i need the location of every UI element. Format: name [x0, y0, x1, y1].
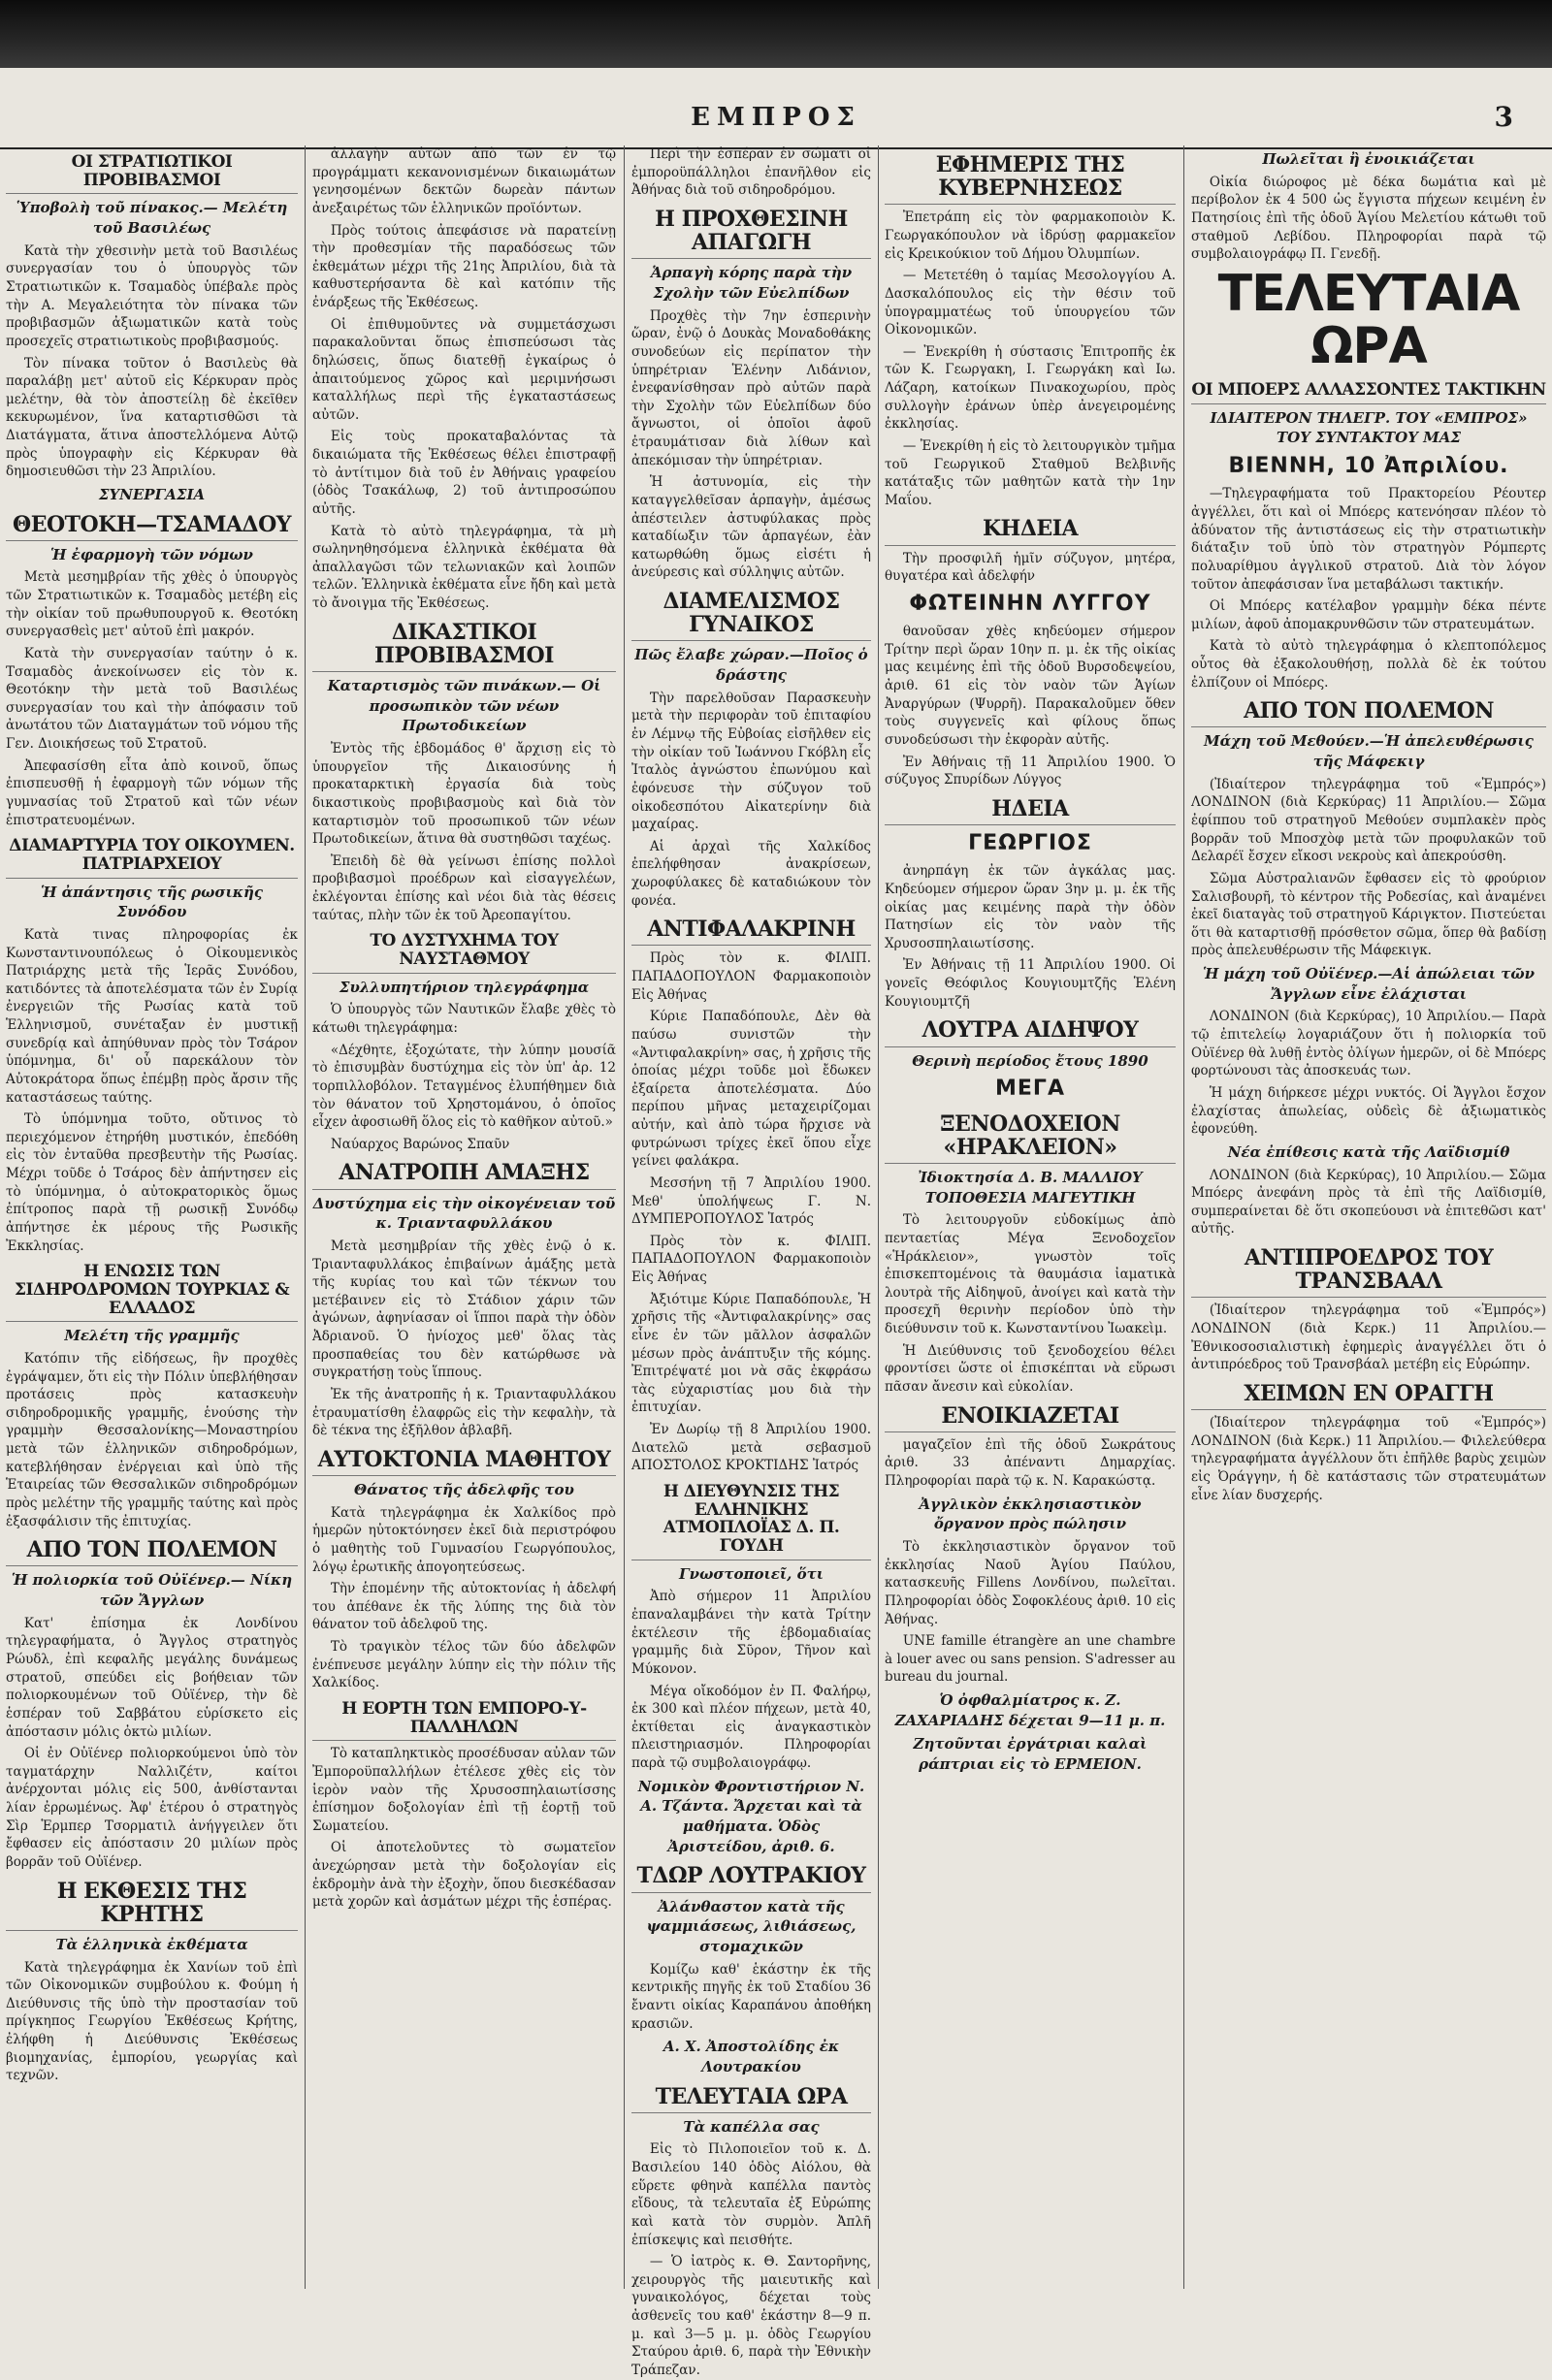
- article-paragraph: Τὸ καταπληκτικὸς προσέδυσαν αὐλαν τῶν Ἐμποροϋπαλλήλων ἐτέλεσε χθὲς εἰς τὸν ἱερὸν ναὸν τῆς Χρυσοσπηλαιωτίσσης ἐπίσημον δοξολογίαν ἐπὶ τῇ ἑορτῇ τοῦ Σωματείου.: [312, 1746, 616, 1834]
- article-paragraph: Τὴν ἑπομένην τῆς αὐτοκτονίας ἡ ἀδελφή του ἀπέθανε ἐκ τῆς λύπης της διὰ τὸν θάνατον τοῦ ἀδελφοῦ της.: [312, 1581, 616, 1633]
- article-paragraph: Ἡ μάχη διήρκεσε μέχρι νυκτός. Οἱ Ἄγγλοι ἔσχον ἐλαχίστας ἀπωλείας, οὐδεὶς δὲ ἀξιωματικὸς ἐφονεύθη.: [1191, 1084, 1546, 1138]
- article-subheading: Θερινὴ περίοδος ἔτους 1890: [912, 1051, 1148, 1070]
- article-paragraph: Οἱ ἀποτελοῦντες τὸ σωματεῖον ἀνεχώρησαν μετὰ τὴν δοξολογίαν εἰς ἐκδρομὴν ἀνὰ τὴν ἐξοχὴν, ὅπου διεσκέδασαν μετὰ χορῶν καὶ ἀσμάτων μέχρι τῆς ἑσπέρας.: [312, 1840, 616, 1911]
- article-paragraph: Κομίζω καθ' ἑκάστην ἐκ τῆς κεντρικῆς πηγῆς ἐκ τοῦ Σταδίου 36 ἔναντι οἰκίας Καραπάνου ἀποθήκη κρασιῶν.: [631, 1961, 871, 2032]
- article-headline: ΟΙ ΜΠΟΕΡΣ ΑΛΛΑΣΣΟΝΤΕΣ ΤΑΚΤΙΚΗΝ: [1191, 381, 1546, 404]
- article-subheading: Ἁρπαγὴ κόρης παρὰ τὴν Σχολὴν τῶν Εὐελπίδων: [650, 264, 853, 302]
- article-paragraph: — Ἐνεκρίθη ἡ εἰς τὸ λειτουργικὸν τμῆμα τοῦ Γεωργικοῦ Σταθμοῦ Βελβινῆς κατάταξις τῶν μαθητῶν κατὰ τὴν 1ην Μαΐου.: [885, 437, 1176, 508]
- article-headline: ΤΔΩΡ ΛΟΥΤΡΑΚΙΟΥ: [631, 1864, 871, 1892]
- article-paragraph: Τὸ λειτουργοῦν εὐδοκίμως ἀπὸ πενταετίας Μέγα Ξενοδοχεῖον «Ἡράκλειον», γνωστὸν τοῖς ἐπισκεπτομένοις τὰ θαυμάσια ἰαματικὰ λουτρὰ τῆς Αἰδηψοῦ, ἀνοίγει καὶ κατὰ τὴν προσεχῆ θερινὴν περίοδον ὑπὸ τὴν διεύθυνσιν τοῦ κ. Κωνσταντίνου Ἰωακεὶμ.: [885, 1212, 1176, 1337]
- article-headline: ΑΠΟ ΤΟΝ ΠΟΛΕΜΟΝ: [6, 1538, 298, 1566]
- article-headline: ΑΝΤΙΠΡΟΕΔΡΟΣ ΤΟΥ ΤΡΑΝΣΒΑΑΛ: [1191, 1246, 1546, 1298]
- article-paragraph: Τὴν παρελθοῦσαν Παρασκευὴν μετὰ τὴν περιφορὰν τοῦ ἐπιταφίου ἐν Λέμνῳ τῆς Εὐβοίας εἰσῆλθεν εἰς τὴν οἰκίαν τοῦ Ἰωάννου Γκόβλη εἷς Ἰταλὸς ἀγνώστου ἐπωνύμου καὶ ἐφόνευσε τὴν σύζυγον τοῦ οἰκοδεσπότου Αἰκατερίνην διὰ μαχαίρας.: [631, 690, 871, 833]
- article-paragraph: μαγαζεῖον ἐπὶ τῆς ὁδοῦ Σωκράτους ἀριθ. 33 ἀπέναντι Δημαρχίας. Πληροφορίαι παρὰ τῷ κ. Ν. Καρακώστᾳ.: [885, 1436, 1176, 1490]
- article-headline: ΕΦΗΜΕΡΙΣ ΤΗΣ ΚΥΒΕΡΝΗΣΕΩΣ: [885, 153, 1176, 205]
- article-paragraph: Εἰς τὸ Πιλοποιεῖον τοῦ κ. Δ. Βασιλείου 140 ὁδὸς Αἰόλου, θὰ εὕρετε φθηνὰ καπέλλα παντὸς εἴδους, τὰ τελευταῖα ἐξ Εὐρώπης καὶ κατὰ τὸν συρμὸν. Ἀπλῆ ἐπίσκεψις καὶ πεισθήτε.: [631, 2141, 871, 2248]
- article-paragraph: Τὴν προσφιλῆ ἡμῖν σύζυγον, μητέρα, θυγατέρα καὶ ἀδελφήν: [885, 550, 1176, 585]
- article-paragraph: (Ἰδιαίτερον τηλεγράφημα τοῦ «Ἐμπρός») ΛΟΝΔΙΝΟΝ (διὰ Κερκ.) 11 Ἀπριλίου.— Ἐθνικοσοσιαλιστικὴ ἐφημερὶς ἀναγγέλλει ὅτι ὁ ἀντιπρόεδρος τοῦ Τρανσβάαλ μετέβη εἰς Εὐρώπην.: [1191, 1303, 1546, 1373]
- article-paragraph: Κατόπιν τῆς εἰδήσεως, ἣν προχθὲς ἐγράψαμεν, ὅτι εἰς τὴν Πόλιν ὑπεβλήθησαν προτάσεις πρὸς κατασκευὴν σιδηροδρομικῆς γραμμῆς, ἑνούσης τὴν γραμμὴν Θεσσαλονίκης—Μοναστηρίου μετὰ τῶν ἑλληνικῶν σιδηροδρόμων, κατεβλήθησαν ἐνέργειαι καὶ ὑπὸ τῆς Ἑταιρείας τῶν Θεσσαλικῶν σιδηροδρόμων πρὸς μελέτην τῆς γραμμῆς ταύτης καὶ πρὸς ἐξασφάλισιν τῆς ἐπιτυχίας.: [6, 1350, 298, 1529]
- article-headline: ΤΟ ΔΥΣΤΥΧΗΜΑ ΤΟΥ ΝΑΥΣΤΑΘΜΟΥ: [312, 932, 616, 973]
- article-subheading: Πῶς ἔλαβε χώραν.—Ποῖος ὁ δράστης: [634, 646, 868, 685]
- article-subheading: Μελέτη τῆς γραμμῆς: [64, 1327, 240, 1345]
- article-paragraph: Εἰς τοὺς προκαταβαλόντας τὰ δικαιώματα τῆς Ἐκθέσεως θέλει ἐπιστραφῇ τὸ ἀντίτιμον διὰ τοῦ ἐν Ἀθήναις γραφείου (ὁδὸς Τσακάλωφ, 2) τοῦ ἀντιπροσώπου αὐτῆς.: [312, 429, 616, 517]
- article-paragraph: — Ἐνεκρίθη ἡ σύστασις Ἐπιτροπῆς ἐκ τῶν Κ. Γεωργακη, Ι. Γεωργάκη καὶ Ιω. Λάζαρη, κατοίκων Πινακοχωρίου, πρὸς συλλογὴν ἐράνων ὑπὲρ ἀνεγειρομένης ἐκκλησίας.: [885, 343, 1176, 433]
- article-paragraph: Πρὸς τὸν κ. ΦΙΛΙΠ. ΠΑΠΑΔΟΠΟΥΛΟΝ Φαρμακοποιὸν Εἰς Ἀθήνας: [631, 1233, 871, 1286]
- article-paragraph: Κατὰ τινας πληροφορίας ἐκ Κωνσταντινουπόλεως ὁ Οἰκουμενικὸς Πατριάρχης μετὰ τῆς Ἱερᾶς Συνόδου, κατιδόντες τὰ ἀποτελέσματα τῶν ἐν Συρίᾳ ἐνεργειῶν τῆς Ρωσίας κατὰ τοῦ Ἑλληνισμοῦ, συνέταξαν ἐν μυστικῇ συνεδρίᾳ καὶ ἀπηύθυναν πρὸς τὸν Τσάρον ὑπόμνημα, δι' οὗ παρεκάλουν τὸν Αὐτοκράτορα ὅπως ἐπέμβῃ πρὸς ἄρσιν τῆς καταστάσεως ταύτης.: [6, 926, 298, 1106]
- article-headline: ΑΝΤΙΦΑΛΑΚΡΙΝΗ: [631, 917, 871, 946]
- article-headline: ΚΗΔΕΙΑ: [885, 517, 1176, 545]
- article-paragraph: Ἐντὸς τῆς ἑβδομάδος θ' ἄρχισῃ εἰς τὸ ὑπουργεῖον τῆς Δικαιοσύνης ἡ προκαταρκτικὴ ἐργασία διὰ τοὺς δικαστικοὺς προβιβασμοὺς καὶ διὰ τὸν καταρτισμὸν τοῦ προσωπικοῦ τῶν νέων Πρωτοδικείων, ἅτινα θὰ συστηθῶσι ταχέως.: [312, 741, 616, 848]
- column-rule: [305, 145, 306, 2289]
- article-paragraph: ΛΟΝΔΙΝΟΝ (διὰ Κερκύρας), 10 Ἀπριλίου.— Παρὰ τῷ ἐπιτελείῳ λογαριάζουν ὅτι ἡ πολιορκία τοῦ Οὐϊένερ θὰ λυθῇ ἐντὸς ὀλίγων ἡμερῶν, οἱ δὲ Μπόερς φορτώνουσι τὰς ἀποσκευάς των.: [1191, 1009, 1546, 1079]
- article-subheading: Θάνατος τῆς ἀδελφῆς του: [354, 1481, 574, 1498]
- article-headline: ΗΔΕΙΑ: [885, 797, 1176, 825]
- article-headline: ΑΝΑΤΡΟΠΗ ΑΜΑΞΗΣ: [312, 1161, 616, 1189]
- display-line: ΒΙΕΝΝΗ, 10 Ἀπριλίου.: [1228, 454, 1509, 479]
- article-paragraph: Ἀξιότιμε Κύριε Παπαδόπουλε, Ἡ χρῆσις τῆς «Ἀντιφαλακρίνης» σας εἶνε ἐν τῶν μᾶλλον ἀσφαλῶν μέσων πρὸς ἀνάπτυξιν τῆς κόμης. Ἐπιτρέψατέ μοι νὰ σᾶς ἐκφράσω τὰς εὐχαριστίας μου διὰ τὴν ἐπιτυχίαν.: [631, 1291, 871, 1416]
- article-subheading: Νομικὸν Φροντιστήριον Ν. Α. Τζάντα. Ἄρχεται καὶ τὰ μαθήματα. Ὁδὸς Ἀριστείδου, ἀριθ. 6.: [637, 1777, 865, 1855]
- column-1: [6, 145, 298, 2289]
- article-paragraph: Ἀπὸ σήμερον 11 Ἀπριλίου ἐπαναλαμβάνει τὴν κατὰ Τρίτην ἐκτέλεσιν τῆς ἑβδομαδιαίας γραμμῆς διὰ Σῦρον, Τῆνον καὶ Μύκονον.: [631, 1589, 871, 1677]
- article-subheading: Συλλυπητήριον τηλεγράφημα: [339, 978, 590, 996]
- article-subheading: Ἀλάνθαστον κατὰ τῆς ψαμμιάσεως, λιθιάσεως, στομαχικῶν: [646, 1897, 857, 1955]
- article-paragraph: ΛΟΝΔΙΝΟΝ (διὰ Κερκύρας), 10 Ἀπριλίου.— Σῶμα Μπόερς ἀνεφάνη πρὸς τὰ ἐπὶ τῆς Λαϊδισμίθ, συμπεραίνεται δὲ ὅτι σκοπεύουσι νὰ ἐπιτεθῶσι κατ' αὐτῆς.: [1191, 1167, 1546, 1238]
- article-subheading: Νέα ἐπίθεσις κατὰ τῆς Λαϊδισμίθ: [1227, 1142, 1510, 1161]
- article-paragraph: Τὸ τραγικὸν τέλος τῶν δύο ἀδελφῶν ἐνέπνευσε μεγάλην λύπην εἰς τὴν πόλιν τῆς Χαλκίδος.: [312, 1639, 616, 1691]
- article-paragraph: Ἐν Ἀθήναις τῇ 11 Ἀπριλίου 1900. Οἱ γονεῖς Θεόφιλος Κουγιουμτζῆς Ἑλένη Κουγιουμτζῆ: [885, 957, 1176, 1010]
- article-paragraph: Μετὰ μεσημβρίαν τῆς χθὲς ἐνῷ ὁ κ. Τριανταφυλλάκος ἐπιβαίνων ἁμάξης μετὰ τῆς κυρίας του καὶ τῶν τέκνων του μετέβαινεν εἰς τὸ Στάδιον χάριν τῶν ἀγώνων, ἀφηνίασαν οἱ ἵπποι παρὰ τὴν ὁδὸν Ἀδριανοῦ. Ὁ ἡνίοχος μεθ' ὅλας τὰς προσπαθείας του δὲν κατώρθωσε νὰ συγκρατήσῃ τοὺς ἵππους.: [312, 1238, 616, 1381]
- article-headline: ΤΕΛΕΥΤΑΙΑ ΩΡΑ: [631, 2085, 871, 2113]
- article-paragraph: Ἀπεφασίσθη εἶτα ἀπὸ κοινοῦ, ὅπως ἐπισπευσθῇ ἡ ἐφαρμογὴ τῶν νόμων τῆς γυμνασίας τοῦ Στρατοῦ καὶ τῶν νέων ἐπιστρατευομένων.: [6, 757, 298, 828]
- article-subheading: ΣΥΝΕΡΓΑΣΙΑ: [98, 485, 206, 503]
- article-paragraph: Ὁ ὑπουργὸς τῶν Ναυτικῶν ἔλαβε χθὲς τὸ κάτωθι τηλεγράφημα:: [312, 1002, 616, 1036]
- article-paragraph: Κατ' ἐπίσημα ἐκ Λονδίνου τηλεγραφήματα, ὁ Ἄγγλος στρατηγὸς Ρώυδλ, ἐπὶ κεφαλῆς μεγάλης δυνάμεως στρατοῦ, σπεύδει εἰς βοήθειαν τῶν πολιορκουμένων τοῦ Οὐϊένερ, τὴν δὲ ἑσπέραν τοῦ Σαββάτου εὑρίσκετο εἰς ἀπόστασιν μόλις ὀκτὼ μιλίων.: [6, 1615, 298, 1740]
- article-paragraph: Πρὸς τούτοις ἀπεφάσισε νὰ παρατείνῃ τὴν προθεσμίαν τῆς παραδόσεως τῶν ἐκθεμάτων μέχρι τῆς 21ης Ἀπριλίου, διὰ τὰ καθυστερήσαντα δὲ καὶ κατόπιν τῆς ἐνάρξεως τῆς Ἐκθέσεως.: [312, 222, 616, 310]
- article-subheading: Ἡ πολιορκία τοῦ Οὐϊένερ.— Νίκη τῶν Ἄγγλων: [11, 1571, 293, 1610]
- column-rule: [624, 145, 625, 2289]
- article-headline: ΑΠΟ ΤΟΝ ΠΟΛΕΜΟΝ: [1191, 699, 1546, 727]
- article-headline: Η ΕΟΡΤΗ ΤΩΝ ΕΜΠΟΡΟ-Υ-ΠΑΛΛΗΛΩΝ: [312, 1700, 616, 1741]
- article-headline: ΘΕΟΤΟΚΗ—ΤΣΑΜΑΔΟΥ: [6, 513, 298, 541]
- article-paragraph: Ἡ Διεύθυνσις τοῦ ξενοδοχείου θέλει φροντίσει ὥστε οἱ ἐπισκέπται νὰ εὕρωσι πᾶσαν ἄνεσιν καὶ εὐκολίαν.: [885, 1342, 1176, 1395]
- article-paragraph: Τὸ ὑπόμνημα τοῦτο, οὔτινος τὸ περιεχόμενον ἐτηρήθη μυστικόν, ἐπεδόθη εἰς τὸν ἐνταῦθα πρεσβευτὴν τῆς Ρωσίας. Μέχρι τοῦδε ὁ Τσάρος δὲν ἀπήντησεν εἰς τὸ ὑπόμνημα, ὁ αὐτοκρατορικὸς ὅμως ἐπίτροπος παρὰ τῇ ρωσικῇ Συνόδῳ ἀπήντησε ἐκ μέρους τῆς Ρωσικῆς Ἐκκλησίας.: [6, 1111, 298, 1254]
- article-headline: Η ΕΝΩΣΙΣ ΤΩΝ ΣΙΔΗΡΟΔΡΟΜΩΝ ΤΟΥΡΚΙΑΣ & ΕΛΛΑΔΟΣ: [6, 1263, 298, 1322]
- article-subheading: Ἡ μάχη τοῦ Οὐϊένερ.—Αἱ ἀπώλειαι τῶν Ἄγγλων εἶνε ἐλάχισται: [1202, 965, 1536, 1003]
- article-subheading: Καταρτισμὸς τῶν πινάκων.— Οἱ προσωπικὸν τῶν νέων Πρωτοδικείων: [327, 677, 601, 735]
- article-paragraph: Μεσσήνη τῇ 7 Ἀπριλίου 1900. Μεθ' ὑπολήψεως Γ. Ν. ΔΥΜΠΕΡΟΠΟΥΛΟΣ Ἰατρός: [631, 1174, 871, 1228]
- scan-dark-border: [0, 0, 1552, 68]
- column-4: [885, 145, 1176, 2289]
- article-paragraph: Ναύαρχος Βαρώνος Σπαῦν: [330, 1136, 510, 1152]
- article-subheading: Τὰ καπέλλα σας: [683, 2117, 820, 2136]
- article-paragraph: Ἡ ἀστυνομία, εἰς τὴν καταγγελθεῖσαν ἁρπαγὴν, ἀμέσως ἀπέστειλεν ἀστυφύλακας πρὸς καταδίωξιν τῶν ἁρπαγέων, ἐὰν κατωρθώθη ὅμως εἰσέτι ἡ ἀνεύρεσις καὶ σύλληψις αὐτῶν.: [631, 474, 871, 581]
- article-headline: ΔΙΚΑΣΤΙΚΟΙ ΠΡΟΒΙΒΑΣΜΟΙ: [312, 621, 616, 672]
- column-rule: [1183, 145, 1184, 2289]
- article-headline: Η ΕΚΘΕΣΙΣ ΤΗΣ ΚΡΗΤΗΣ: [6, 1880, 298, 1931]
- article-headline: ΞΕΝΟΔΟΧΕΙΟΝ «ΗΡΑΚΛΕΙΟΝ»: [885, 1112, 1176, 1164]
- article-paragraph: Κύριε Παπαδόπουλε, Δὲν θὰ παύσω συνιστῶν τὴν «Ἀντιφαλακρίνη» σας, ἡ χρῆσις τῆς ὁποίας μέχρι τοῦδε μοὶ ἔδωκεν ἐξαίρετα ἀποτελέσματα. Δύο περίπου μῆνας μεταχειρίζομαι αὐτήν, καὶ ἀπὸ τώρα ἤρχισε νὰ φυτρώνωσι τρίχες ἐκεῖ ὅπου εἶχε γείνει φαλάκρα.: [631, 1009, 871, 1170]
- article-paragraph: Προχθὲς τὴν 7ην ἑσπερινὴν ὥραν, ἐνῷ ὁ Δουκὰς Μοναδοθάκης συνοδεύων εἰς περίπατον τὴν ὑπηρέτριαν Ἑλένην Λιδάνιον, ἐνεφανίσθησαν πρὸ αὐτῶν παρὰ τὴν Σχολὴν τῶν Εὐελπίδων δύο ἄγνωστοι, οἱ ὁποῖοι ἀφοῦ ἐτραυμάτισαν διὰ λίθων καὶ ἀπεκόμισαν τὴν ὑπηρέτριαν.: [631, 307, 871, 468]
- column-5: [1191, 145, 1546, 2289]
- section-banner: ΤΕΛΕΥΤΑΙΑ ΩΡΑ: [1217, 264, 1520, 376]
- article-subheading: Ἀγγλικὸν ἐκκλησιαστικὸν ὄργανον πρὸς πώλησιν: [919, 1495, 1142, 1533]
- article-subheading: Ἡ ἀπάντησις τῆς ρωσικῆς Συνόδου: [41, 883, 263, 921]
- article-paragraph: Κατὰ τὸ αὐτὸ τηλεγράφημα, τὰ μὴ σωληνηθησόμενα ἑλληνικὰ ἐκθέματα θὰ ἀπαλλαγῶσι τῶν τελωνιακῶν καὶ λοιπῶν τελῶν. Ἑλληνικὰ ἐκθέματα εἶνε ἤδη καὶ μετὰ τὸ ἄνοιγμα τῆς Ἐκθέσεως.: [312, 523, 616, 611]
- article-paragraph: Ἐν Δωρίῳ τῇ 8 Ἀπριλίου 1900. Διατελῶ μετὰ σεβασμοῦ ΑΠΟΣΤΟΛΟΣ ΚΡΟΚΤΙΔΗΣ Ἰατρός: [631, 1422, 871, 1474]
- article-paragraph: Κατὰ τηλεγράφημα ἐκ Χαλκίδος πρὸ ἡμερῶν ηὐτοκτόνησεν ἐκεῖ διὰ περιστρόφου ὁ μαθητὴς τοῦ Γυμνασίου Γεωργόπουλος, λόγῳ ἐρωτικῆς ἀπογοητεύσεως.: [312, 1504, 616, 1575]
- article-headline: ΧΕΙΜΩΝ ΕΝ ΟΡΑΓΓΗ: [1191, 1382, 1546, 1410]
- article-paragraph: Μέγα οἴκοδόμον ἐν Π. Φαλήρῳ, ἐκ 300 καὶ πλέον πήχεων, μετὰ 40, ἐκτίθεται εἰς ἀναγκαστικὸν πλειστηριασμόν. Πληροφορίαι παρὰ τῷ συμβολαιογράφῳ.: [631, 1683, 871, 1771]
- article-subheading: Ἰδιοκτησία Δ. Β. ΜΑΛΛΙΟΥ ΤΟΠΟΘΕΣΙΑ ΜΑΓΕΥΤΙΚΗ: [918, 1168, 1143, 1206]
- article-paragraph: Ἐν Ἀθήναις τῇ 11 Ἀπριλίου 1900. Ὁ σύζυγος Σπυρίδων Λύγγος: [885, 754, 1176, 788]
- article-subheading: Α. Χ. Ἀποστολίδης ἐκ Λουτρακίου: [663, 2038, 840, 2075]
- article-paragraph: Κατὰ τὴν συνεργασίαν ταύτην ὁ κ. Τσαμαδὸς ἀνεκοίνωσεν εἰς τὸν κ. Θεοτόκην τὴν μετὰ τοῦ Βασιλέως συνεργασίαν του καὶ τὴν ἀπόφασιν τοῦ ἀνωτάτου τῶν Διαταγμάτων τοῦ νόμου τῆς Γεν. Διοικήσεως τοῦ Στρατοῦ.: [6, 645, 298, 753]
- article-paragraph: Ἐπετράπη εἰς τὸν φαρμακοποιὸν Κ. Γεωργακόπουλον νὰ ἱδρύσῃ φαρμακεῖον εἰς Κρεικούκιον τοῦ Δήμου Ὀλυμπίων.: [885, 209, 1176, 262]
- article-subheading: Ὁ ὀφθαλμίατρος κ. Ζ. ΖΑΧΑΡΙΑΔΗΣ δέχεται 9—11 μ. π.: [894, 1691, 1166, 1729]
- article-subheading: Μάχη τοῦ Μεθούεν.—Ἡ ἀπελευθέρωσις τῆς Μάφεκιγ: [1204, 732, 1534, 771]
- article-paragraph: —Τηλεγραφήματα τοῦ Πρακτορείου Ρέουτερ ἀγγέλλει, ὅτι καὶ οἱ Μπόερς κατενόησαν πλέον τὸ ἀδύνατον τῆς ἀντιστάσεως εἰς τὴν στρατιωτικὴν διάταξιν τοῦ ὑπὸ τὸν στρατηγὸν Ρόμπερτς πολυαρίθμου ἀγγλικοῦ στρατοῦ. Διὰ τὸν λόγον τοῦτον ἀπεφάσισαν ἵνα μεταβάλωσι τακτικήν.: [1191, 486, 1546, 593]
- article-paragraph: Κατὰ τηλεγράφημα ἐκ Χανίων τοῦ ἐπὶ τῶν Οἰκονομικῶν συμβούλου κ. Φούμη ἡ Διεύθυνσις τῆς ὑπὸ τὴν προστασίαν τοῦ πρίγκηπος Γεωργίου Ἐκθέσεως Κρήτης, ἐλήφθη ἡ Διεύθυνσις Ἐκθέσεως βιομηχανίας, ἐμπορίου, γεωργίας καὶ τεχνῶν.: [6, 1959, 298, 2084]
- display-line: ΦΩΤΕΙΝΗΝ ΛΥΓΓΟΥ: [909, 591, 1151, 616]
- article-paragraph: Μετὰ μεσημβρίαν τῆς χθὲς ὁ ὑπουργὸς τῶν Στρατιωτικῶν κ. Τσαμαδὸς μετέβη εἰς τὴν οἰκίαν τοῦ πρωθυπουργοῦ κ. Θεοτόκη συνεργασθεὶς μετ' αὐτοῦ ἐπὶ μακρόν.: [6, 569, 298, 640]
- article-paragraph: Αἱ ἀρχαὶ τῆς Χαλκίδος ἐπελήφθησαν ἀνακρίσεων, χωροφύλακες δὲ καταδιώκουν τὸν φονέα.: [631, 838, 871, 909]
- article-paragraph: Οἱ ἐν Οὐϊένερ πολιορκούμενοι ὑπὸ τὸν ταγματάρχην Ναλλιζέτν, καίτοι ἀνέρχονται μόλις εἰς 500, ἀνθίστανται λίαν ἐρρωμένως. Ἀφ' ἑτέρου ὁ στρατηγὸς Σὶρ Ἑρμπερ Τσορματιλ ἀνήγγειλεν ὅτι ἔφθασεν εἰς ἀπόστασιν 20 μιλίων πρὸς βορρᾶν τοῦ Οὐϊένερ.: [6, 1746, 298, 1870]
- column-2: [312, 145, 616, 2289]
- article-subheading: Τὰ ἑλληνικὰ ἐκθέματα: [55, 1935, 248, 1953]
- article-paragraph: Τὸν πίνακα τοῦτον ὁ Βασιλεὺς θὰ παραλάβῃ μετ' αὐτοῦ εἰς Κέρκυραν πρὸς μελέτην, θὰ τὸν ἀποστείλῃ δὲ ἐκεῖθεν κεκυρωμένον, ἵνα καταρτισθῶσι τὰ Διατάγματα, ἅτινα ἀποστελλόμενα Αὐτῷ πρὸς ὑπογραφὴν εἰς Κέρκυραν θὰ δημοσιευθῶσι τὴν 23 Ἀπριλίου.: [6, 355, 298, 480]
- article-subheading: Ὑποβολὴ τοῦ πίνακος.— Μελέτη τοῦ Βασιλέως: [16, 199, 288, 238]
- article-headline: ΕΝΟΙΚΙΑΖΕΤΑΙ: [885, 1404, 1176, 1432]
- article-paragraph: UNE famille étrangère an une chambre à louer avec ou sans pension. S'adresser au bureau du journal.: [885, 1633, 1176, 1686]
- article-paragraph: (Ἰδιαίτερον τηλεγράφημα τοῦ «Ἐμπρός») ΛΟΝΔΙΝΟΝ (διὰ Κερκύρας) 11 Ἀπριλίου.— Σῶμα ἐφίππου τοῦ στρατηγοῦ Μεθούεν συμπλακὲν πρὸς βορρᾶν τοῦ Μποσχὸφ μετὰ τῶν προφυλακῶν τοῦ Δελαρέϊ ἔσχεν εἴκοσι νεκροὺς καὶ ἀπεκρούσθη.: [1191, 776, 1546, 865]
- article-headline: ΔΙΑΜΑΡΤΥΡΙΑ ΤΟΥ ΟΙΚΟΥΜΕΝ. ΠΑΤΡΙΑΡΧΕΙΟΥ: [6, 837, 298, 878]
- article-paragraph: — Ὁ ἰατρὸς κ. Θ. Σαντορῆνης, χειρουργὸς τῆς μαιευτικῆς καὶ γυναικολόγος, δέχεται τοὺς ἀσθενεῖς του καθ' ἑκάστην 8—9 π. μ. καὶ 3—5 μ. μ. ὁδὸς Γεωργίου Σταύρου ἀριθ. 6, παρὰ τὴν Ἐθνικὴν Τράπεζαν.: [631, 2254, 871, 2378]
- article-headline: ΑΥΤΟΚΤΟΝΙΑ ΜΑΘΗΤΟΥ: [312, 1448, 616, 1476]
- article-paragraph: ἀνηρπάγη ἐκ τῶν ἀγκάλας μας. Κηδεύομεν σήμερον ὥραν 3ην μ. μ. ἐκ τῆς οἰκίας μας κειμένης παρὰ τὴν ὁδὸν Πατησίων εἰς τὸν ναὸν τῆς Χρυσοσπηλαιωτίσσης.: [885, 863, 1176, 951]
- article-paragraph: Σῶμα Αὐστραλιανῶν ἔφθασεν εἰς τὸ φρούριον Σαλισβουρῆ, τὸ κέντρον τῆς Ροδεσίας, καὶ ἀναμένει ἐκεῖ διαταγὰς τοῦ στρατηγοῦ Κάριγκτον. Πιστεύεται ὅτι θὰ καταρτισθῇ πρόσθετον σῶμα, ὅπερ θὰ βαδίσῃ πρὸς ἀπελευθέρωσιν τῆς Μάφεκιγκ.: [1191, 870, 1546, 959]
- article-subheading: Γνωστοποιεῖ, ὅτι: [679, 1564, 824, 1583]
- article-subheading: ΙΔΙΑΙΤΕΡΟΝ ΤΗΛΕΓΡ. ΤΟΥ «ΕΜΠΡΟΣ» ΤΟΥ ΣΥΝΤΑΚΤΟΥ ΜΑΣ: [1210, 408, 1528, 447]
- article-headline: ΛΟΥΤΡΑ ΑΙΔΗΨΟΥ: [885, 1018, 1176, 1046]
- article-subheading: Ζητοῦνται ἐργάτριαι καλαὶ ράπτριαι εἰς τὸ ΕΡΜΕΙΟΝ.: [913, 1735, 1148, 1774]
- article-subheading: Δυστύχημα εἰς τὴν οἰκογένειαν τοῦ κ. Τριανταφυλλάκου: [312, 1194, 616, 1233]
- article-paragraph: Οἱ ἐπιθυμοῦντες νὰ συμμετάσχωσι παρακαλοῦνται ὅπως ἐπισπεύσωσι τὰς δηλώσεις, ὅπως διατεθῇ ἐγκαίρως ὁ ἀπαιτούμενος χῶρος καὶ μεριμνήσωσι καταλλήλως περὶ τῆς ἐγκαταστάσεως αὐτῶν.: [312, 316, 616, 423]
- column-rule: [878, 145, 879, 2289]
- article-paragraph: Ἐκ τῆς ἀνατροπῆς ἡ κ. Τριανταφυλλάκου ἐτραυματίσθη ἐλαφρῶς εἰς τὴν κεφαλὴν, τὰ δὲ τέκνα της ἐξῆλθον ἀβλαβῆ.: [312, 1386, 616, 1439]
- display-line: ΜΕΓΑ: [995, 1077, 1065, 1102]
- newspaper-title: ΕΜΠΡΟΣ: [691, 103, 861, 132]
- article-headline: ΔΙΑΜΕΛΙΣΜΟΣ ΓΥΝΑΙΚΟΣ: [631, 590, 871, 641]
- article-paragraph: «Δέχθητε, ἐξοχώτατε, τὴν λύπην μουσίᾶ τὸ ἐπισυμβὰν δυστύχημα εἰς τὸν ὑπ' ἀρ. 12 τορπιλλοβόλον. Τεταγμένος ἐλυπήθημεν διὰ τὸν θάνατον τοῦ Χρηστομάνου, ὁ ὁποῖος εἶχεν ἀφοσιωθῆ ὅλος εἰς τὸ καθῆκον αὐτοῦ.»: [312, 1042, 616, 1131]
- article-subheading: Ἡ ἐφαρμογὴ τῶν νόμων: [50, 545, 253, 563]
- article-headline: Η ΠΡΟΧΘΕΣΙΝΗ ΑΠΑΓΩΓΗ: [631, 208, 871, 259]
- article-paragraph: (Ἰδιαίτερον τηλεγράφημα τοῦ «Ἐμπρός») ΛΟΝΔΙΝΟΝ (διὰ Κερκ.) 11 Ἀπριλίου.— Φιλελεύθερα τηλεγραφήματα ἀγγέλλουν ὅτι ἐπῆλθε βαρὺς χειμὼν εἰς Ὀράγγην, ἡ δὲ κατάστασις τῶν στρατευμάτων εἶνε λίαν δυσχερής.: [1191, 1415, 1546, 1503]
- article-paragraph: Τὸ ἐκκλησιαστικὸν ὄργανον τοῦ ἐκκλησίας Ναοῦ Ἁγίου Παύλου, κατασκευῆς Fillens Λονδίνου, πωλεῖται. Πληροφορίαι ὁδὸς Σοφοκλέους ἀριθ. 10 εἰς Ἀθήνας.: [885, 1539, 1176, 1627]
- article-headline: Η ΔΙΕΥΘΥΝΣΙΣ ΤΗΣ ΕΛΛΗΝΙΚΗΣ ΑΤΜΟΠΛΟΪΑΣ Δ. Π. ΓΟΥΔΗ: [631, 1483, 871, 1560]
- display-line: ΓΕΩΡΓΙΟΣ: [968, 830, 1092, 855]
- article-paragraph: Πρὸς τὸν κ. ΦΙΛΙΠ. ΠΑΠΑΔΟΠΟΥΛΟΝ Φαρμακοποιὸν Εἰς Ἀθήνας: [631, 950, 871, 1003]
- article-paragraph: Κατὰ τὴν χθεσινὴν μετὰ τοῦ Βασιλέως συνεργασίαν του ὁ ὑπουργὸς τῶν Στρατιωτικῶν κ. Τσαμαδὸς ὑπέβαλε πρὸς τὴν Α. Μεγαλειότητα τὸν πίνακα τῶν προβιβασμῶν ἀξιωματικῶν κατὰ τοὺς προσεχεῖς στρατιωτικοὺς προβιβασμούς.: [6, 242, 298, 349]
- article-paragraph: Περὶ τὴν ἑσπέραν ἐν σώματι οἱ ἐμποροϋπάλληλοι ἐπανῆλθον εἰς Ἀθήνας διὰ τοῦ σιδηροδρόμου.: [631, 146, 871, 199]
- column-3: [631, 145, 871, 2378]
- article-paragraph: Οἰκία διώροφος μὲ δέκα δωμάτια καὶ μὲ περίβολον ἐκ 4 500 ὡς ἔγγιστα πήχεων κειμένη ἐν Πατησίοις ἐπὶ τῆς ὁδοῦ Ἁγίου Μελετίου κάτωθι τοῦ σταθμοῦ Λεβίδου. Πληροφορίαι παρὰ τῷ συμβολαιογράφῳ Π. Γενεδῇ.: [1191, 174, 1546, 263]
- article-paragraph: Ἐπειδὴ δὲ θὰ γείνωσι ἐπίσης πολλοὶ προβιβασμοὶ προέδρων καὶ εἰσαγγελέων, ἐκλέγονται ἐπίσης καὶ νέοι διὰ τὰς θέσεις ταύτας, πλὴν τῶν ἐκ τοῦ Ἀρεοπαγίτου.: [312, 852, 616, 923]
- article-paragraph: — Μετετέθη ὁ ταμίας Μεσολογγίου Α. Δασκαλόπουλος εἰς τὴν θέσιν τοῦ ὑπογραμματέως τοῦ ὑπουργείου τῶν Οἰκονομικῶν.: [885, 268, 1176, 338]
- article-paragraph: Οἱ Μπόερς κατέλαβον γραμμὴν δέκα πέντε μιλίων, ἀφοῦ ἀπομακρυνθῶσιν τῶν στρατευμάτων.: [1191, 598, 1546, 632]
- page-number: 3: [1494, 101, 1513, 133]
- article-paragraph: ἀλλαγὴν αὐτῶν ἀπὸ τῶν ἐν τῷ προγράμματι κεκανονισμένων δικαιωμάτων γενησομένων δεκτῶν δωρεὰν πάντων ἀνεξαιρέτως τῶν ἑλληνικῶν προϊόντων.: [312, 146, 616, 216]
- article-paragraph: Κατὰ τὸ αὐτὸ τηλεγράφημα ὁ κλεπτοπόλεμος οὗτος θὰ ἐξακολουθήσῃ, πολλὰ δὲ ἐκ τούτου ἐλπίζουν οἱ Μπόερς.: [1191, 638, 1546, 691]
- article-paragraph: θανοῦσαν χθὲς κηδεύομεν σήμερον Τρίτην περὶ ὥραν 10ην π. μ. ἐκ τῆς οἰκίας μας κειμένης ἐπὶ τῆς ὁδοῦ Βυρσοδεψείου, ἀριθ. 61 εἰς τὸν ναὸν τῶν Ἁγίων Ἀναργύρων (Ψυρρῆ). Παρακαλοῦμεν ὅθεν τοὺς συγγενεῖς καὶ φίλους ὅπως συνοδεύσωσι τὴν ἐκφορὰν αὐτῆς.: [885, 624, 1176, 748]
- article-subheading: Πωλεῖται ἢ ἐνοικιάζεται: [1262, 150, 1475, 168]
- masthead: [0, 97, 1552, 149]
- article-headline: ΟΙ ΣΤΡΑΤΙΩΤΙΚΟΙ ΠΡΟΒΙΒΑΣΜΟΙ: [6, 153, 298, 194]
